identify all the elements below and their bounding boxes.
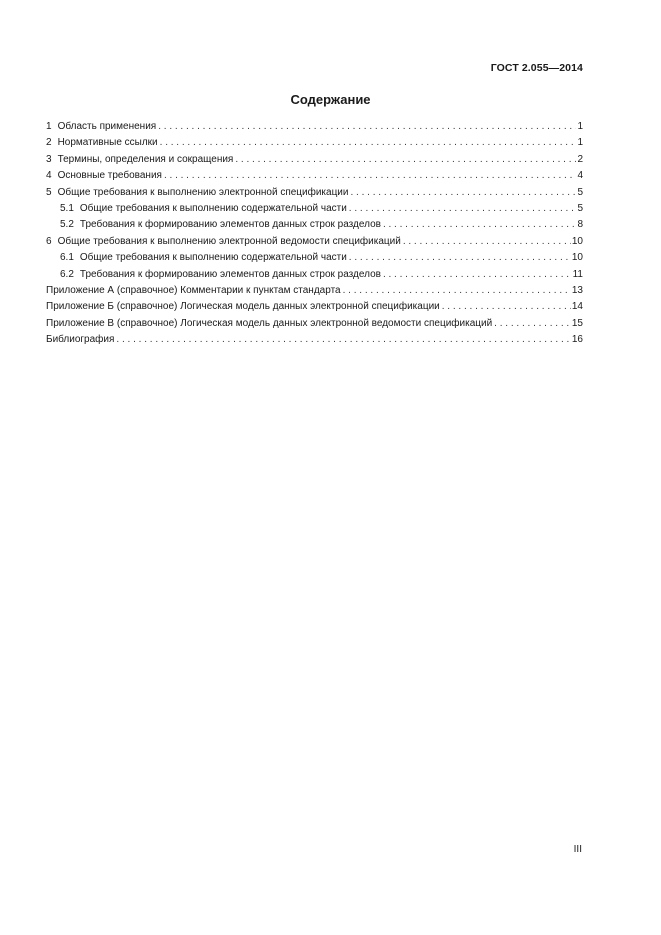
dot-leader — [158, 119, 576, 135]
toc-entry-page: 10 — [571, 235, 583, 247]
toc-entry-page: 2 — [577, 153, 583, 165]
dot-leader — [403, 234, 571, 250]
dot-leader — [235, 152, 576, 168]
dot-leader — [442, 299, 571, 315]
toc-entry-page: 11 — [572, 268, 583, 280]
toc-entry-title: Требования к формированию элементов данных строк разделов — [79, 268, 381, 280]
dot-leader — [164, 168, 576, 184]
toc-entry-title: Общие требования к выполнению электронной спецификации — [57, 186, 349, 198]
toc-entry-title: Общие требования к выполнению содержательной части — [79, 252, 347, 264]
dot-leader — [160, 135, 577, 151]
toc-entry-title: Область применения — [57, 121, 157, 132]
toc-entry-3[interactable] — [46, 152, 583, 168]
toc-entry-page: 5 — [577, 202, 583, 214]
toc-entry-title: Приложение Б (справочное) Логическая модель данных электронной спецификации — [46, 301, 440, 313]
toc-entry-title: Библиография — [46, 334, 115, 346]
toc-entry-number: 6.2 — [60, 268, 74, 280]
toc-entry-6-2[interactable] — [46, 267, 583, 283]
toc-entry-page: 8 — [577, 219, 583, 231]
toc-entry-5-2[interactable] — [46, 217, 583, 233]
toc-entry-2[interactable] — [46, 135, 583, 151]
table-of-contents — [46, 119, 583, 348]
toc-entry-page: 1 — [577, 137, 583, 149]
toc-entry-title: Общие требования к выполнению содержательной части — [79, 202, 347, 214]
dot-leader — [349, 250, 571, 266]
toc-entry-page: 16 — [571, 334, 583, 346]
toc-entry-page: 10 — [571, 252, 583, 264]
dot-leader — [350, 185, 576, 201]
toc-entry-page: 15 — [571, 317, 583, 329]
toc-entry-title: Общие требования к выполнению электронной ведомости спецификаций — [57, 235, 401, 247]
toc-entry-5-1[interactable] — [46, 201, 583, 217]
dot-leader — [383, 267, 572, 283]
toc-entry-title: Основные требования — [57, 170, 162, 182]
toc-entry-number: 6 — [46, 235, 52, 247]
toc-entry-number: 1 — [46, 121, 52, 132]
toc-entry-1[interactable] — [46, 119, 583, 135]
dot-leader — [343, 283, 571, 299]
toc-entry-page: 4 — [577, 170, 583, 182]
dot-leader — [116, 332, 570, 348]
toc-entry-title: Термины, определения и сокращения — [57, 153, 234, 165]
toc-entry-number: 4 — [46, 170, 52, 182]
toc-entry-bibliography[interactable] — [46, 332, 583, 348]
toc-title: Содержание — [290, 92, 371, 107]
document-code: ГОСТ 2.055—2014 — [490, 62, 583, 74]
toc-entry-6-1[interactable] — [46, 250, 583, 266]
dot-leader — [494, 316, 571, 332]
toc-entry-title: Приложение В (справочное) Логическая модель данных электронной ведомости спецификаций — [46, 317, 493, 329]
toc-entry-title: Приложение А (справочное) Комментарии к пунктам стандарта — [46, 284, 341, 296]
toc-entry-page: 1 — [577, 121, 583, 132]
toc-entry-5[interactable] — [46, 185, 583, 201]
toc-entry-page: 5 — [577, 186, 583, 198]
toc-entry-appendix-b[interactable] — [46, 299, 583, 315]
toc-entry-number: 6.1 — [60, 252, 74, 264]
toc-entry-number: 5.2 — [60, 219, 74, 231]
page-number: III — [573, 844, 582, 855]
toc-entry-number: 2 — [46, 137, 52, 149]
toc-entry-number: 5 — [46, 186, 52, 198]
toc-entry-appendix-v[interactable] — [46, 316, 583, 332]
dot-leader — [349, 201, 577, 217]
toc-entry-4[interactable] — [46, 168, 583, 184]
toc-entry-title: Требования к формированию элементов данных строк разделов — [79, 219, 381, 231]
toc-entry-title: Нормативные ссылки — [57, 137, 158, 149]
toc-entry-page: 13 — [571, 284, 583, 296]
toc-entry-appendix-a[interactable] — [46, 283, 583, 299]
dot-leader — [383, 217, 577, 233]
toc-entry-6[interactable] — [46, 234, 583, 250]
toc-entry-number: 3 — [46, 153, 52, 165]
toc-entry-page: 14 — [571, 301, 583, 313]
toc-entry-number: 5.1 — [60, 202, 74, 214]
